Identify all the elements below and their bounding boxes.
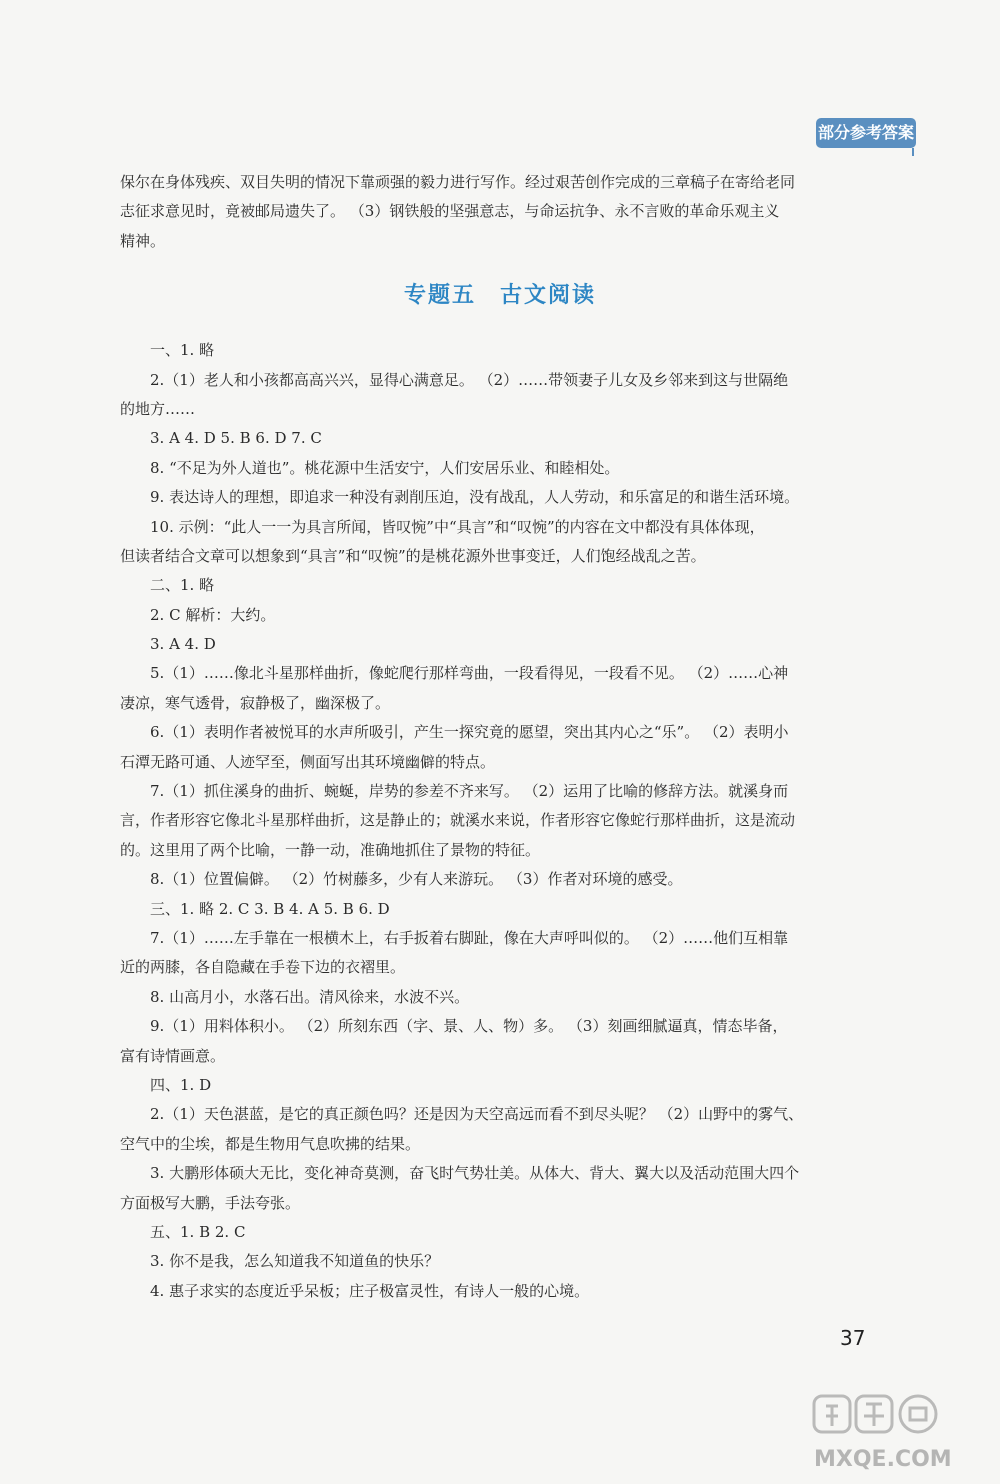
answer-line: 7.（1）……左手靠在一根横木上，右手扳着右脚趾，像在大声呼叫似的。 （2）……他们互相靠 bbox=[150, 928, 789, 947]
answer-line: 3. A 4. D 5. B 6. D 7. C bbox=[150, 429, 322, 448]
answer-line: 6.（1）表明作者被悦耳的水声所吸引，产生一探究竟的愿望，突出其内心之“乐”。 （2）表明小 bbox=[150, 723, 789, 742]
answer-list bbox=[120, 336, 880, 1306]
watermark-site: MXQE.COM bbox=[814, 1447, 952, 1472]
answer-line: 3. 你不是我，怎么知道我不知道鱼的快乐？ bbox=[150, 1252, 440, 1271]
answer-line: 2.（1）老人和小孩都高高兴兴，显得心满意足。 （2）……带领妻子儿女及乡邻来到这与世隔绝 bbox=[150, 370, 789, 389]
answer-line: 一、1. 略 bbox=[150, 341, 215, 360]
answer-line: 言，作者形容它像北斗星那样曲折，这是静止的；就溪水来说，作者形容它像蛇行那样曲折，这是流动 bbox=[120, 811, 796, 830]
page-number: 37 bbox=[840, 1326, 866, 1350]
section-tag: 部分参考答案 bbox=[816, 118, 916, 148]
answer-line: 五、1. B 2. C bbox=[150, 1222, 246, 1241]
answer-line: 7.（1）抓住溪身的曲折、蜿蜒，岸势的参差不齐来写。 （2）运用了比喻的修辞方法。就溪身而 bbox=[150, 782, 789, 801]
answer-line: 四、1. D bbox=[150, 1075, 212, 1094]
answer-line: 8.（1）位置偏僻。 （2）竹树藤多，少有人来游玩。 （3）作者对环境的感受。 bbox=[150, 870, 683, 889]
answer-line: 石潭无路可通、人迹罕至，侧面写出其环境幽僻的特点。 bbox=[120, 752, 496, 771]
answer-line: 2. C 解析：大约。 bbox=[150, 605, 276, 624]
answer-line: 近的两膝，各自隐藏在手卷下边的衣褶里。 bbox=[120, 958, 406, 977]
answer-line: 的地方…… bbox=[120, 399, 196, 418]
intro-line: 保尔在身体残疾、双目失明的情况下靠顽强的毅力进行写作。经过艰苦创作完成的三章稿子在寄给老同 bbox=[120, 173, 796, 191]
answer-line: 二、1. 略 bbox=[150, 576, 215, 595]
answer-line: 凄凉，寒气透骨，寂静极了，幽深极了。 bbox=[120, 693, 391, 712]
answer-line: 的。这里用了两个比喻，一静一动，准确地抓住了景物的特征。 bbox=[120, 840, 541, 859]
answer-line: 三、1. 略 2. C 3. B 4. A 5. B 6. D bbox=[150, 899, 390, 918]
answer-line: 8. 山高月小，水落石出。清风徐来，水波不兴。 bbox=[150, 987, 470, 1006]
intro-line: 精神。 bbox=[120, 231, 166, 250]
answer-line: 方面极写大鹏，手法夸张。 bbox=[120, 1193, 301, 1212]
watermark-logo bbox=[806, 1390, 986, 1478]
answer-line: 10. 示例：“此人一一为具言所闻，皆叹惋”中“具言”和“叹惋”的内容在文中都没有具体体现， bbox=[150, 517, 765, 536]
answer-line: 3. 大鹏形体硕大无比，变化神奇莫测，奋飞时气势壮美。从体大、背大、翼大以及活动范围大四个 bbox=[150, 1164, 800, 1183]
section-title: 专题五 古文阅读 bbox=[403, 283, 596, 309]
answer-line: 8. “不足为外人道也”。桃花源中生活安宁，人们安居乐业、和睦相处。 bbox=[150, 458, 620, 477]
answer-line: 9.（1）用料体积小。 （2）所刻东西（字、景、人、物）多。 （3）刻画细腻逼真，情态毕备， bbox=[150, 1017, 788, 1036]
answer-line: 富有诗情画意。 bbox=[120, 1046, 226, 1065]
answer-line: 空气中的尘埃，都是生物用气息吹拂的结果。 bbox=[120, 1134, 421, 1153]
answer-line: 2.（1）天色湛蓝，是它的真正颜色吗？还是因为天空高远而看不到尽头呢？ （2）山野中的雾气、 bbox=[150, 1105, 804, 1124]
answer-line: 3. A 4. D bbox=[150, 635, 216, 654]
answer-content bbox=[120, 168, 880, 1306]
section-tag-rule bbox=[912, 148, 914, 156]
answer-line: 9. 表达诗人的理想，即追求一种没有剥削压迫，没有战乱，人人劳动，和乐富足的和谐生活环境。 bbox=[150, 488, 800, 507]
intro-line: 志征求意见时，竟被邮局遗失了。 （3）钢铁般的坚强意志，与命运抗争、永不言败的革命乐观主义 bbox=[120, 202, 780, 221]
answer-line: 4. 惠子求实的态度近乎呆板；庄子极富灵性，有诗人一般的心境。 bbox=[150, 1281, 590, 1300]
answer-line: 但读者结合文章可以想象到“具言”和“叹惋”的是桃花源外世事变迁，人们饱经战乱之苦。 bbox=[120, 546, 706, 565]
answer-line: 5.（1）……像北斗星那样曲折，像蛇爬行那样弯曲，一段看得见，一段看不见。 （2）……心神 bbox=[150, 664, 789, 683]
